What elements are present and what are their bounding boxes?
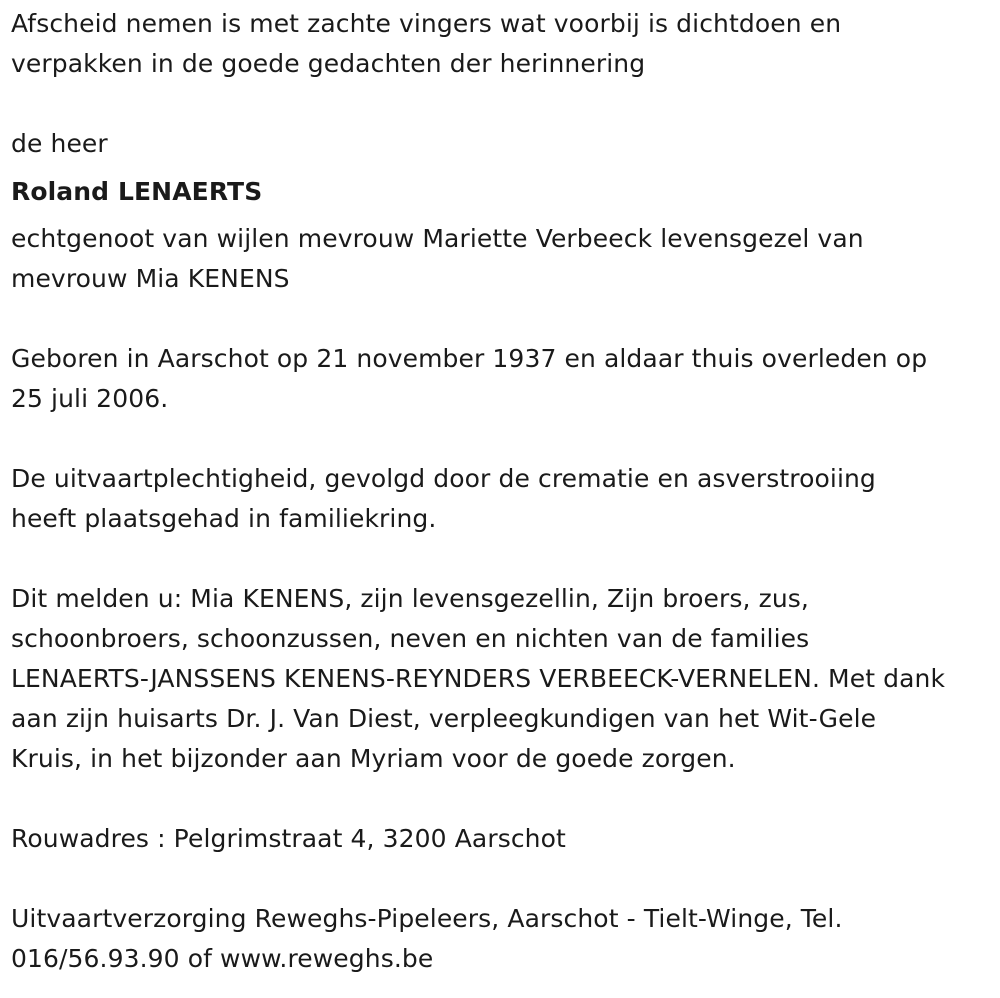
funeral-line: De uitvaartplechtigheid, gevolgd door de crematie en asverstrooiing	[11, 464, 876, 493]
undertaker-line: Uitvaartverzorging Reweghs-Pipeleers, Aarschot - Tielt-Winge, Tel.	[11, 904, 843, 933]
announce-line: LENAERTS-JANSSENS KENENS-REYNDERS VERBEECK-VERNELEN. Met dank	[11, 664, 946, 693]
relation-line: mevrouw Mia KENENS	[11, 264, 290, 293]
mourning-address: Rouwadres : Pelgrimstraat 4, 3200 Aarschot	[11, 824, 566, 853]
relation-line: echtgenoot van wijlen mevrouw Mariette Verbeeck levensgezel van	[11, 224, 864, 253]
funeral-info	[11, 459, 996, 539]
announce-line: Kruis, in het bijzonder aan Myriam voor de goede zorgen.	[11, 744, 736, 773]
spacer	[11, 299, 996, 339]
deceased-name: Roland LENAERTS	[11, 177, 263, 206]
undertaker-line: 016/56.93.90 of www.reweghs.be	[11, 944, 434, 973]
announcement	[11, 579, 996, 779]
undertaker	[11, 899, 996, 979]
salutation: de heer	[11, 129, 108, 158]
birth-line: Geboren in Aarschot op 21 november 1937 en aldaar thuis overleden op	[11, 344, 928, 373]
announce-line: aan zijn huisarts Dr. J. Van Diest, verpleegkundigen van het Wit-Gele	[11, 704, 877, 733]
motto-line: Afscheid nemen is met zachte vingers wat voorbij is dichtdoen en	[11, 9, 842, 38]
spacer	[11, 84, 996, 124]
death-notice	[11, 4, 996, 979]
spacer	[11, 419, 996, 459]
relation	[11, 219, 996, 299]
funeral-line: heeft plaatsgehad in familiekring.	[11, 504, 437, 533]
spacer	[11, 859, 996, 899]
announce-line: schoonbroers, schoonzussen, neven en nichten van de families	[11, 624, 810, 653]
birth-line: 25 juli 2006.	[11, 384, 169, 413]
motto	[11, 4, 996, 84]
spacer	[11, 779, 996, 819]
motto-line: verpakken in de goede gedachten der herinnering	[11, 49, 646, 78]
spacer	[11, 539, 996, 579]
announce-line: Dit melden u: Mia KENENS, zijn levensgezellin, Zijn broers, zus,	[11, 584, 809, 613]
birth-death	[11, 339, 996, 419]
